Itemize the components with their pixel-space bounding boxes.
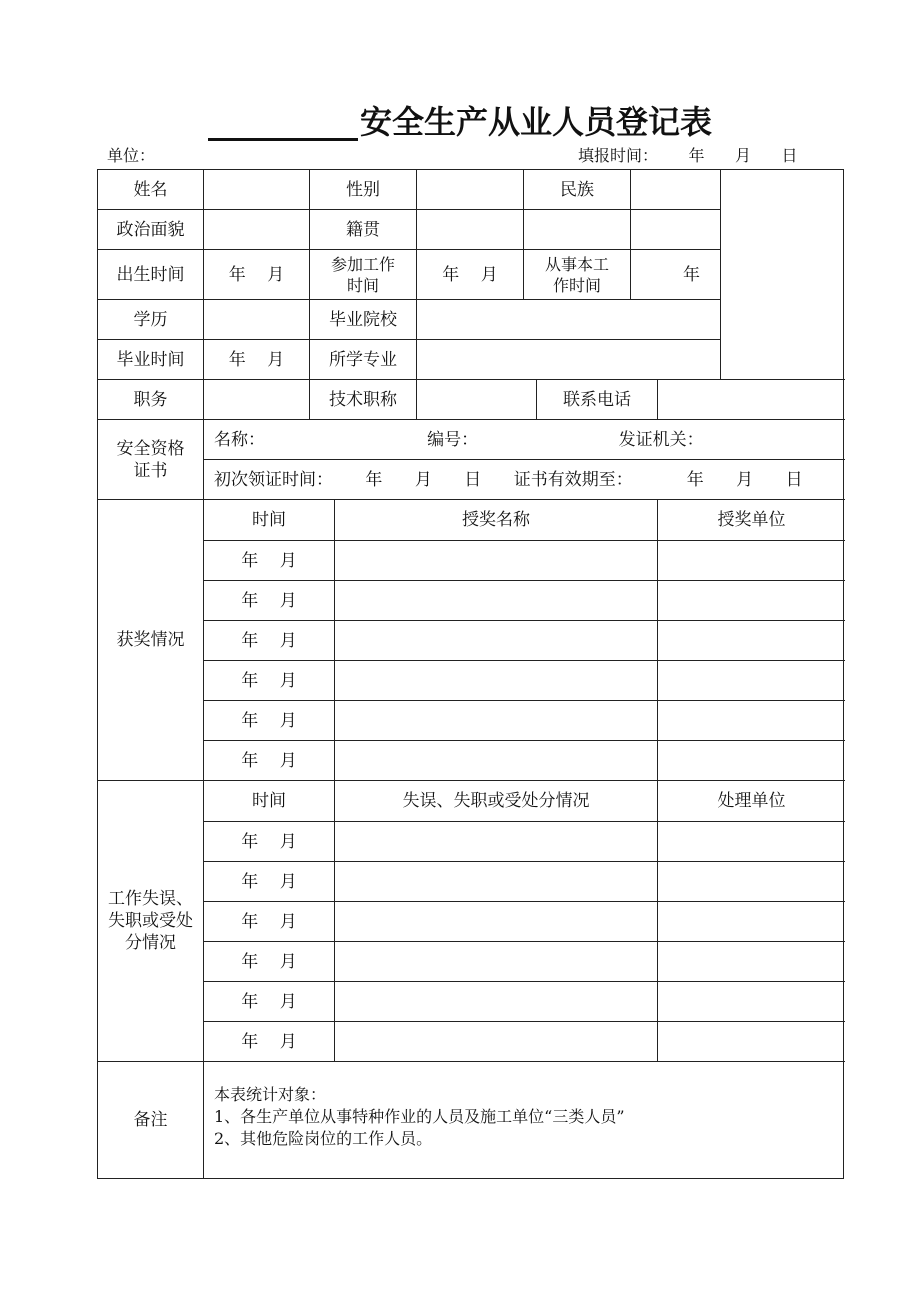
awards-row-time[interactable]: 年 月	[204, 661, 335, 701]
errors-row-detail[interactable]	[335, 822, 658, 862]
form-title	[0, 100, 920, 144]
errors-row-unit[interactable]	[658, 822, 845, 862]
input-tech-title[interactable]	[417, 380, 537, 420]
label-errors: 工作失误、失职或受处分情况	[98, 781, 204, 1062]
input-major[interactable]	[417, 340, 721, 380]
label-grad-time: 毕业时间	[98, 340, 204, 380]
title-text: 安全生产从业人员登记表	[359, 103, 712, 141]
input-education[interactable]	[204, 300, 310, 340]
label-cert: 安全资格证书	[98, 420, 204, 500]
errors-row-detail[interactable]	[335, 862, 658, 902]
remarks-line: 1、各生产单位从事特种作业的人员及施工单位“三类人员”	[214, 1107, 625, 1126]
unit-label: 单位：	[107, 146, 156, 165]
errors-row-time[interactable]: 年 月	[204, 862, 335, 902]
input-join-work[interactable]: 年 月	[417, 250, 524, 300]
label-birth: 出生时间	[98, 250, 204, 300]
awards-row-unit[interactable]	[658, 581, 845, 621]
registration-table	[97, 169, 844, 1179]
errors-row-unit[interactable]	[658, 902, 845, 942]
input-name[interactable]	[204, 170, 310, 210]
label-awards: 获奖情况	[98, 500, 204, 781]
awards-row-name[interactable]	[335, 741, 658, 781]
errors-row-unit[interactable]	[658, 982, 845, 1022]
awards-row-time[interactable]: 年 月	[204, 701, 335, 741]
awards-row-name[interactable]	[335, 541, 658, 581]
awards-row-time[interactable]: 年 月	[204, 621, 335, 661]
label-remarks: 备注	[98, 1062, 204, 1178]
input-phone[interactable]	[658, 380, 845, 420]
errors-row-detail[interactable]	[335, 942, 658, 982]
awards-row-unit[interactable]	[658, 661, 845, 701]
remarks-line: 2、其他危险岗位的工作人员。	[214, 1129, 433, 1148]
awards-row-time[interactable]: 年 月	[204, 741, 335, 781]
input-grad-time[interactable]: 年 月	[204, 340, 310, 380]
errors-row-time[interactable]: 年 月	[204, 822, 335, 862]
awards-row-name[interactable]	[335, 701, 658, 741]
cert-line-1[interactable]: 名称： 编号： 发证机关：	[204, 420, 845, 460]
fill-date: 填报时间： 年 月 日	[578, 146, 798, 165]
input-gender[interactable]	[417, 170, 524, 210]
input-position[interactable]	[204, 380, 310, 420]
input-school[interactable]	[417, 300, 721, 340]
label-major: 所学专业	[310, 340, 417, 380]
label-join-work: 参加工作时间	[310, 250, 417, 300]
input-native-place[interactable]	[417, 210, 524, 250]
errors-row-detail[interactable]	[335, 902, 658, 942]
label-current-work: 从事本工作时间	[524, 250, 631, 300]
awards-row-unit[interactable]	[658, 621, 845, 661]
awards-row-name[interactable]	[335, 581, 658, 621]
awards-row-time[interactable]: 年 月	[204, 581, 335, 621]
remarks-content	[204, 1062, 845, 1178]
input-political[interactable]	[204, 210, 310, 250]
errors-row-unit[interactable]	[658, 1022, 845, 1062]
photo-box[interactable]	[721, 170, 845, 380]
awards-row-unit[interactable]	[658, 741, 845, 781]
input-current-work[interactable]: 年	[631, 250, 721, 300]
errors-row-time[interactable]: 年 月	[204, 1022, 335, 1062]
blank-cell[interactable]	[631, 210, 721, 250]
label-education: 学历	[98, 300, 204, 340]
blank-cell[interactable]	[524, 210, 631, 250]
errors-row-time[interactable]: 年 月	[204, 902, 335, 942]
label-tech-title: 技术职称	[310, 380, 417, 420]
errors-row-time[interactable]: 年 月	[204, 942, 335, 982]
input-ethnicity[interactable]	[631, 170, 721, 210]
awards-header-name: 授奖名称	[335, 500, 658, 541]
errors-row-time[interactable]: 年 月	[204, 982, 335, 1022]
awards-header-time: 时间	[204, 500, 335, 541]
label-political: 政治面貌	[98, 210, 204, 250]
errors-row-unit[interactable]	[658, 862, 845, 902]
title-blank-line[interactable]	[208, 100, 358, 141]
awards-row-unit[interactable]	[658, 541, 845, 581]
awards-header-unit: 授奖单位	[658, 500, 845, 541]
errors-header-detail: 失误、失职或受处分情况	[335, 781, 658, 822]
awards-row-time[interactable]: 年 月	[204, 541, 335, 581]
label-ethnicity: 民族	[524, 170, 631, 210]
errors-header-time: 时间	[204, 781, 335, 822]
errors-header-unit: 处理单位	[658, 781, 845, 822]
label-position: 职务	[98, 380, 204, 420]
label-name: 姓名	[98, 170, 204, 210]
awards-row-name[interactable]	[335, 661, 658, 701]
label-gender: 性别	[310, 170, 417, 210]
label-native-place: 籍贯	[310, 210, 417, 250]
errors-row-detail[interactable]	[335, 982, 658, 1022]
errors-row-unit[interactable]	[658, 942, 845, 982]
errors-row-detail[interactable]	[335, 1022, 658, 1062]
remarks-line: 本表统计对象：	[214, 1085, 327, 1104]
input-birth[interactable]: 年 月	[204, 250, 310, 300]
awards-row-unit[interactable]	[658, 701, 845, 741]
label-phone: 联系电话	[537, 380, 658, 420]
awards-row-name[interactable]	[335, 621, 658, 661]
cert-line-2[interactable]: 初次领证时间： 年 月 日 证书有效期至： 年 月 日	[204, 460, 845, 500]
label-school: 毕业院校	[310, 300, 417, 340]
